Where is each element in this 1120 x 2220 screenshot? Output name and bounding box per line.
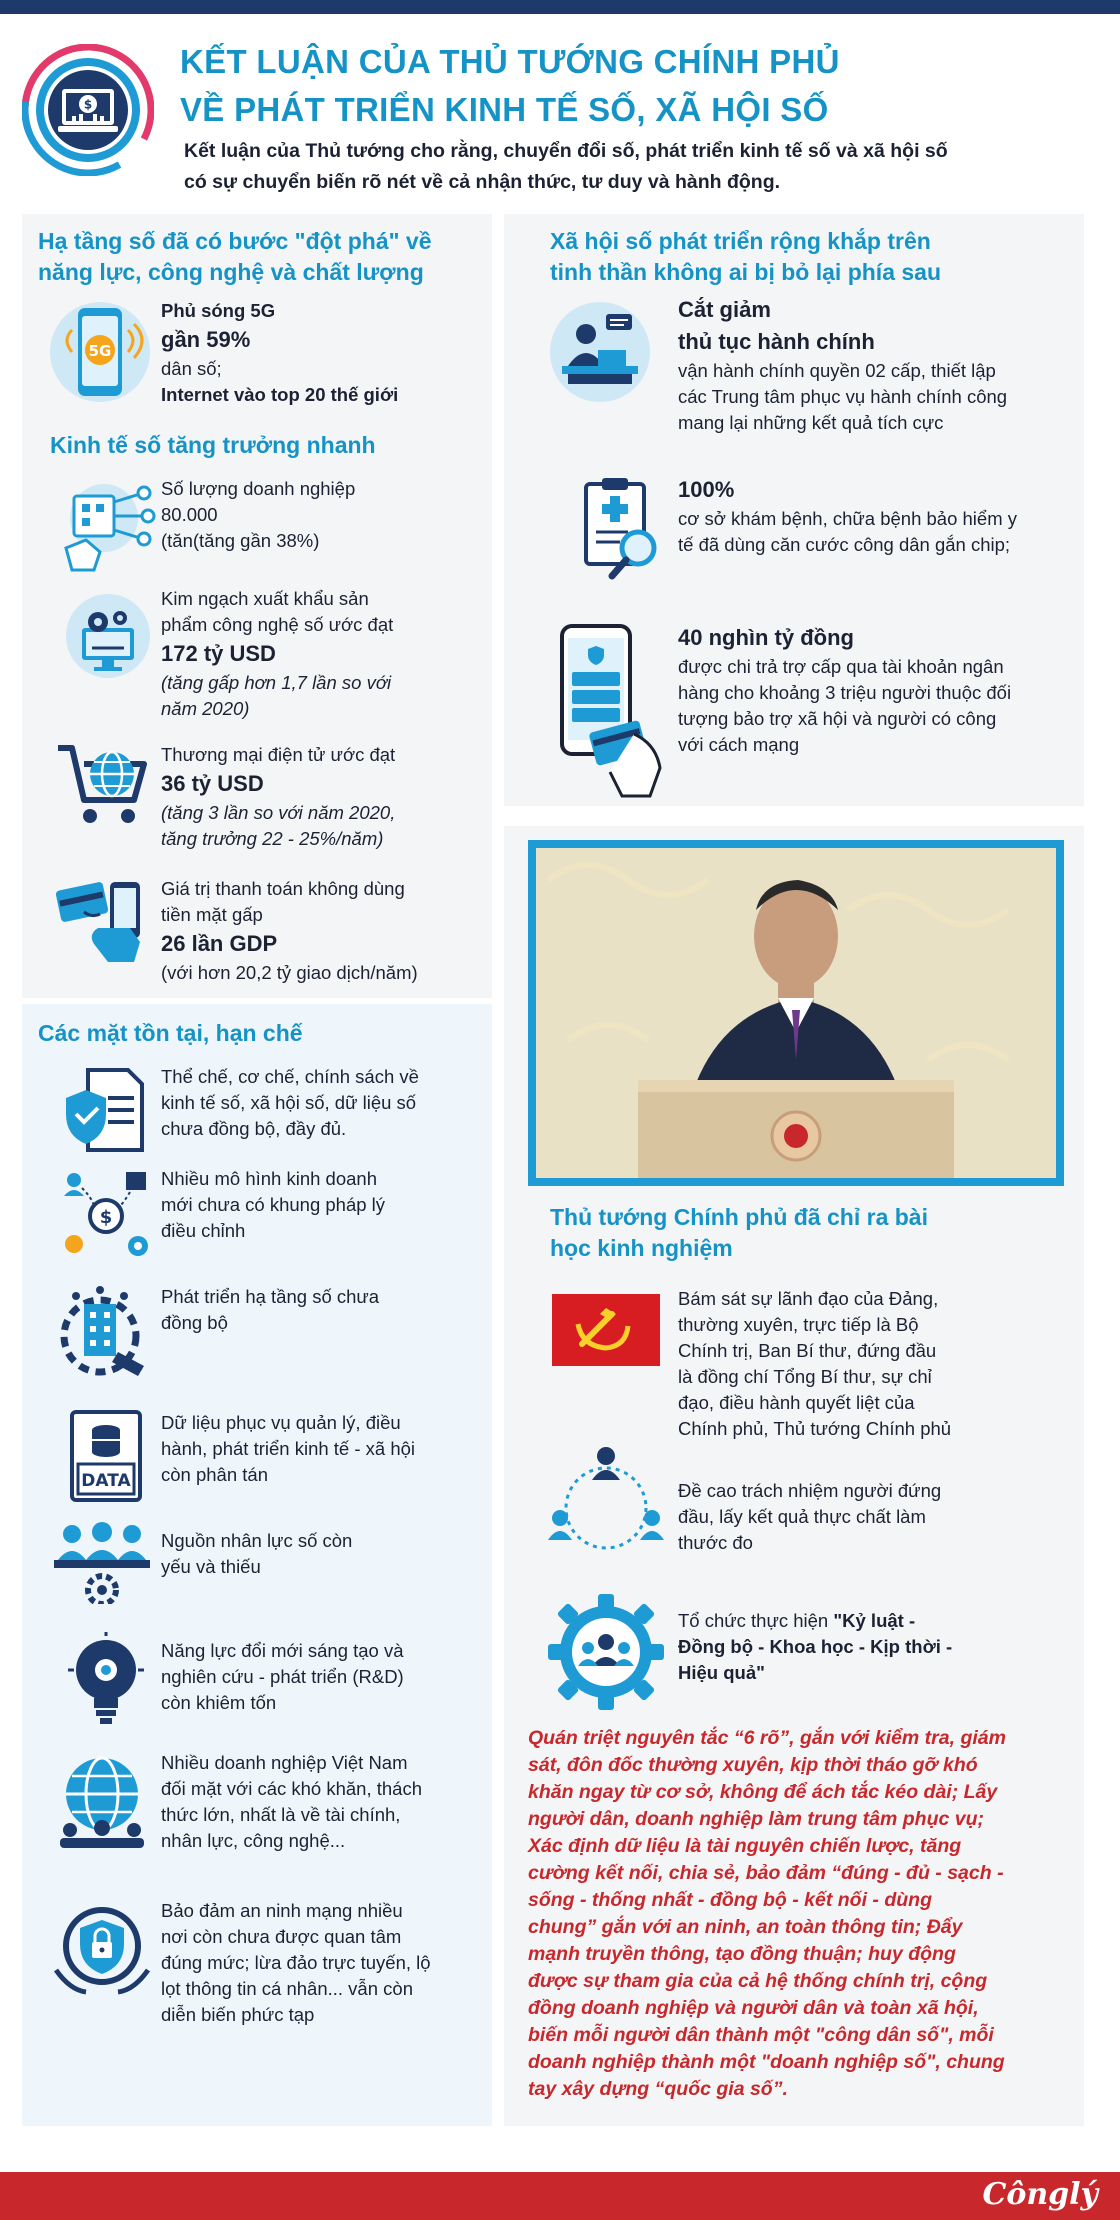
party-flag-icon bbox=[552, 1294, 660, 1366]
limitation-policy-text: Thể chế, cơ chế, chính sách về kinh tế số, xã hội số, dữ liệu số chưa đồng bộ, đầy đủ. bbox=[161, 1066, 419, 1139]
innovation-bulb-icon bbox=[64, 1630, 148, 1730]
mobile-payment-icon bbox=[556, 622, 676, 800]
limitations-title: Các mặt tồn tại, hạn chế bbox=[38, 1020, 303, 1046]
digital-infrastructure-icon bbox=[54, 1282, 154, 1382]
page-subtitle: Kết luận của Thủ tướng cho rằng, chuyển đổi số, phát triển kinh tế số và xã hội số có sự chuyển biến rõ nét về cả nhận thức, tư duy và hành động. bbox=[184, 140, 948, 193]
svg-text:DATA: DATA bbox=[81, 1471, 131, 1491]
admin-procedure-icon bbox=[548, 300, 652, 404]
limitation-cybersecurity-text: Bảo đảm an ninh mạng nhiều nơi còn chưa được quan tâm đúng mức; lừa đảo trực tuyến, lộ lọt thông tin cá nhân... vẫn còn diễn biến phức tạp bbox=[161, 1900, 431, 2025]
svg-text:5G: 5G bbox=[88, 342, 112, 360]
top-bar bbox=[0, 0, 1120, 14]
ecommerce-text: Thương mại điện tử ước đạt 36 tỷ USD (tăng 3 lần so với năm 2020, tăng trưởng 22 - 25%/năm) bbox=[161, 744, 396, 849]
society-payment-text: 40 nghìn tỷ đồng được chi trả trợ cấp qua tài khoản ngân hàng cho khoảng 3 triệu người thuộc đối tượng bảo trợ xã hội và người có công với cách mạng bbox=[678, 625, 1012, 755]
global-business-icon bbox=[52, 1754, 152, 1850]
economy-title: Kinh tế số tăng trưởng nhanh bbox=[50, 432, 376, 458]
limitation-innovation-text: Năng lực đổi mới sáng tạo và nghiên cứu - phát triển (R&D) còn khiêm tốn bbox=[161, 1640, 404, 1713]
brand-logo[interactable]: Cônglý bbox=[982, 2177, 1098, 2212]
business-model-icon bbox=[60, 1168, 152, 1260]
limitation-infrastructure-text: Phát triển hạ tầng số chưa đồng bộ bbox=[161, 1286, 380, 1333]
tech-export-icon bbox=[62, 590, 154, 682]
svg-text:$: $ bbox=[99, 1207, 113, 1228]
prime-minister-photo bbox=[528, 840, 1064, 1186]
limitation-workforce-text: Nguồn nhân lực số còn yếu và thiếu bbox=[161, 1530, 353, 1577]
5g-coverage-text: Phủ sóng 5G gần 59% dân số; Internet vào top 20 thế giới bbox=[161, 300, 399, 405]
limitation-business-model-text: Nhiều mô hình kinh doanh mới chưa có khung pháp lý điều chỉnh bbox=[161, 1168, 386, 1241]
limitation-data-text: Dữ liệu phục vụ quản lý, điều hành, phát triển kinh tế - xã hội còn phân tán bbox=[161, 1412, 416, 1485]
cashless-payment-icon bbox=[54, 876, 154, 966]
society-admin-text: Cắt giảm thủ tục hành chính vận hành chính quyền 02 cấp, thiết lập các Trung tâm phục vụ hành chính công mang lại những kết quả tích cực bbox=[678, 297, 1008, 433]
society-title: Xã hội số phát triển rộng khắp trên tinh thần không ai bị bỏ lại phía sau bbox=[550, 228, 942, 285]
lessons-title: Thủ tướng Chính phủ đã chỉ ra bài học kinh nghiệm bbox=[550, 1204, 928, 1261]
policy-document-icon bbox=[58, 1064, 150, 1156]
cyber-security-icon bbox=[52, 1900, 152, 1996]
limitation-enterprise-text: Nhiều doanh nghiệp Việt Nam đối mặt với các khó khăn, thách thức lớn, nhất là về tài chính, nhân lực, công nghệ... bbox=[161, 1752, 422, 1851]
team-gear-icon bbox=[546, 1592, 666, 1712]
ecommerce-cart-icon bbox=[54, 740, 154, 830]
medical-record-icon bbox=[580, 474, 666, 584]
six-clear-principles-text: Quán triệt nguyên tắc “6 rõ”, gắn với kiểm tra, giám sát, đôn đốc thường xuyên, kịp thời tháo gỡ khó khăn ngay từ cơ sở, không để ách tắc kéo dài; Lấy người dân, doanh nghiệp làm trung tâm phục vụ; Xác định dữ liệu là tài nguyên chiến lược, tăng cường kết nối, chia sẻ, bảo đảm “đúng - đủ - sạch - sống - thống nhất - đồng bộ - kết nối - dùng chung” gắn với an ninh, an toàn thông tin; Đẩy mạnh truyền thông, tạo đồng thuận; huy động được sự tham gia của cả hệ thống chính trị, cộng đồng doanh nghiệp và người dân và toàn xã hội, biến mỗi người dân thành một "công dân số", mỗi doanh nghiệp thành một "doanh nghiệp số", chung tay xây dựng “quốc gia số”. bbox=[528, 1727, 1006, 2100]
society-health-text: 100% cơ sở khám bệnh, chữa bệnh bảo hiểm y tế đã dùng căn cước công dân gắn chip; bbox=[678, 477, 1017, 555]
infrastructure-title: Hạ tầng số đã có bước "đột phá" về năng lực, công nghệ và chất lượng bbox=[38, 228, 432, 285]
page-title: KẾT LUẬN CỦA THỦ TƯỚNG CHÍNH PHỦ VỀ PHÁT TRIỂN KINH TẾ SỐ, XÃ HỘI SỐ bbox=[180, 43, 840, 128]
business-network-icon bbox=[60, 478, 156, 574]
lesson-implementation-text: Tổ chức thực hiện "Kỷ luật - Đồng bộ - Khoa học - Kịp thời - Hiệu quả" bbox=[678, 1610, 953, 1683]
svg-text:$: $ bbox=[83, 97, 93, 112]
lesson-leadership-text: Bám sát sự lãnh đạo của Đảng, thường xuyên, trực tiếp là Bộ Chính trị, Ban Bí thư, đứng đầu là đồng chí Tổng Bí thư, sự chỉ đạo, điều hành quyết liệt của Chính phủ, Thủ tướng Chính phủ bbox=[678, 1288, 952, 1439]
data-server-icon bbox=[68, 1408, 144, 1504]
leader-network-icon bbox=[540, 1442, 672, 1558]
5g-phone-icon bbox=[48, 300, 152, 404]
business-count-text: Số lượng doanh nghiệp 80.000 (tăn(tăng gần 38%) bbox=[161, 478, 356, 551]
lesson-responsibility-text: Đề cao trách nhiệm người đứng đầu, lấy kết quả thực chất làm thước đo bbox=[678, 1480, 942, 1553]
tech-export-text: Kim ngạch xuất khẩu sản phẩm công nghệ số ước đạt 172 tỷ USD (tăng gấp hơn 1,7 lần so với năm 2020) bbox=[161, 588, 394, 719]
workforce-icon bbox=[50, 1520, 154, 1604]
footer-bar bbox=[0, 2172, 1120, 2220]
cashless-text: Giá trị thanh toán không dùng tiền mặt gấp 26 lần GDP (với hơn 20,2 tỷ giao dịch/năm) bbox=[161, 878, 418, 983]
digital-economy-logo-icon bbox=[22, 44, 154, 176]
